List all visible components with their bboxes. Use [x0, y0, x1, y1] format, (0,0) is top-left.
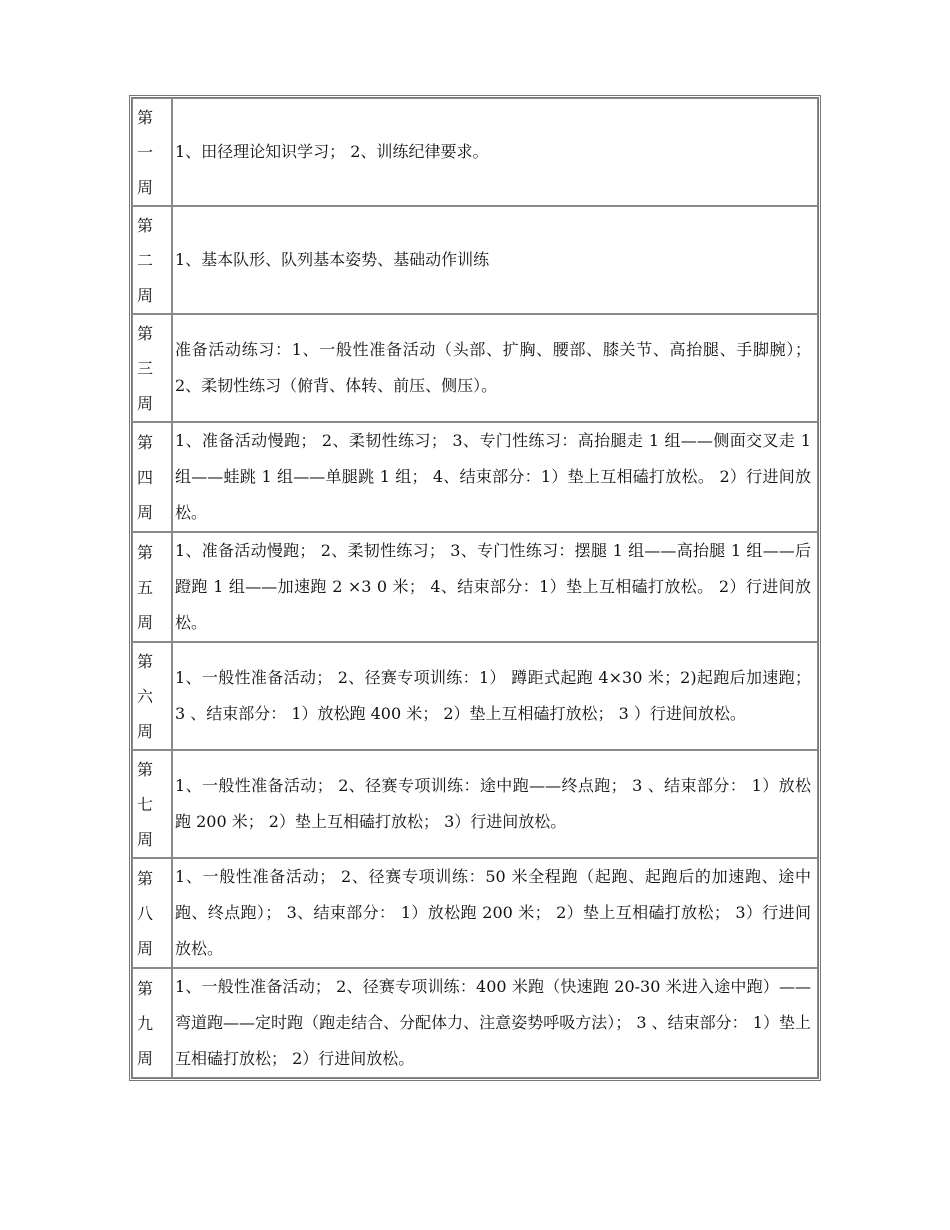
week-label-char: 四 [137, 467, 154, 487]
week-row [132, 422, 818, 532]
week-label-char: 第 [137, 542, 154, 562]
training-plan-body [132, 98, 818, 1078]
week-label-char: 七 [137, 794, 154, 814]
week-content-text: 1、准备活动慢跑； 2、柔韧性练习； 3、专门性练习：摆腿 1 组——高抬腿 1 组——后蹬跑 1 组——加速跑 2 ×3 0 米； 4、结束部分：1）垫上互相磕打放松。 2）行进间放松。 [175, 541, 811, 632]
week-content-text: 1、基本队形、队列基本姿势、基础动作训练 [175, 250, 490, 269]
week-label-char: 九 [137, 1013, 154, 1033]
week-content-text: 准备活动练习：1、一般性准备活动（头部、扩胸、腰部、膝关节、高抬腿、手脚腕）；2、柔韧性练习（俯背、体转、前压、侧压）。 [175, 340, 811, 395]
week-label-char: 周 [137, 177, 154, 197]
week-content-cell [172, 642, 818, 750]
week-content-cell [172, 422, 818, 532]
week-row [132, 968, 818, 1078]
week-label-char: 第 [137, 432, 154, 452]
week-label-char: 三 [137, 358, 154, 378]
week-label-char: 第 [137, 978, 154, 998]
week-label-char: 第 [137, 323, 154, 343]
week-label-char: 第 [137, 215, 154, 235]
week-content-cell [172, 858, 818, 968]
week-row [132, 642, 818, 750]
week-label-char: 第 [137, 107, 154, 127]
week-content-cell [172, 314, 818, 422]
week-content-cell [172, 206, 818, 314]
week-row [132, 750, 818, 858]
week-label-char: 周 [137, 721, 154, 741]
week-label-cell [132, 314, 172, 422]
week-label-char: 周 [137, 285, 154, 305]
week-content-cell [172, 750, 818, 858]
week-content-cell [172, 98, 818, 206]
week-row [132, 314, 818, 422]
week-content-cell [172, 968, 818, 1078]
week-label-char: 第 [137, 868, 154, 888]
week-label-char: 周 [137, 502, 154, 522]
week-label-char: 六 [137, 686, 154, 706]
week-label-cell [132, 206, 172, 314]
week-label-char: 周 [137, 1048, 154, 1068]
week-label-cell [132, 858, 172, 968]
week-label-char: 五 [137, 577, 154, 597]
week-label-cell [132, 98, 172, 206]
week-row [132, 532, 818, 642]
week-content-text: 1、准备活动慢跑； 2、柔韧性练习； 3、专门性练习：高抬腿走 1 组——侧面交叉走 1 组——蛙跳 1 组——单腿跳 1 组； 4、结束部分：1）垫上互相磕打放松。 2）行进间放松。 [175, 431, 811, 522]
week-label-char: 二 [137, 250, 154, 270]
week-label-char: 第 [137, 651, 154, 671]
week-row [132, 98, 818, 206]
week-label-cell [132, 642, 172, 750]
week-label-char: 第 [137, 759, 154, 779]
week-content-text: 1、一般性准备活动； 2、径赛专项训练：1） 蹲距式起跑 4×30 米；2)起跑后加速跑； 3 、结束部分： 1）放松跑 400 米； 2）垫上互相磕打放松； 3 ）行进间放松。 [175, 668, 811, 723]
week-label-char: 周 [137, 612, 154, 632]
week-label-cell [132, 422, 172, 532]
week-label-cell [132, 968, 172, 1078]
week-row [132, 858, 818, 968]
week-label-cell [132, 750, 172, 858]
week-row [132, 206, 818, 314]
week-content-text: 1、田径理论知识学习； 2、训练纪律要求。 [175, 142, 489, 161]
week-label-char: 周 [137, 829, 154, 849]
week-content-cell [172, 532, 818, 642]
week-label-char: 周 [137, 938, 154, 958]
week-label-cell [132, 532, 172, 642]
week-label-char: 周 [137, 393, 154, 413]
week-label-char: 一 [137, 142, 154, 162]
week-content-text: 1、一般性准备活动； 2、径赛专项训练：途中跑——终点跑； 3 、结束部分： 1）放松跑 200 米； 2）垫上互相磕打放松； 3）行进间放松。 [175, 776, 811, 831]
week-content-text: 1、一般性准备活动； 2、径赛专项训练：50 米全程跑（起跑、起跑后的加速跑、途中跑、终点跑）； 3、结束部分： 1）放松跑 200 米； 2）垫上互相磕打放松； 3）行进间放松。 [175, 867, 811, 958]
training-plan-table [131, 97, 819, 1079]
week-label-char: 八 [137, 903, 154, 923]
week-content-text: 1、一般性准备活动； 2、径赛专项训练：400 米跑（快速跑 20-30 米进入途中跑）——弯道跑——定时跑（跑走结合、分配体力、注意姿势呼吸方法）； 3 、结束部分： 1）垫上互相磕打放松； 2）行进间放松。 [175, 977, 811, 1068]
